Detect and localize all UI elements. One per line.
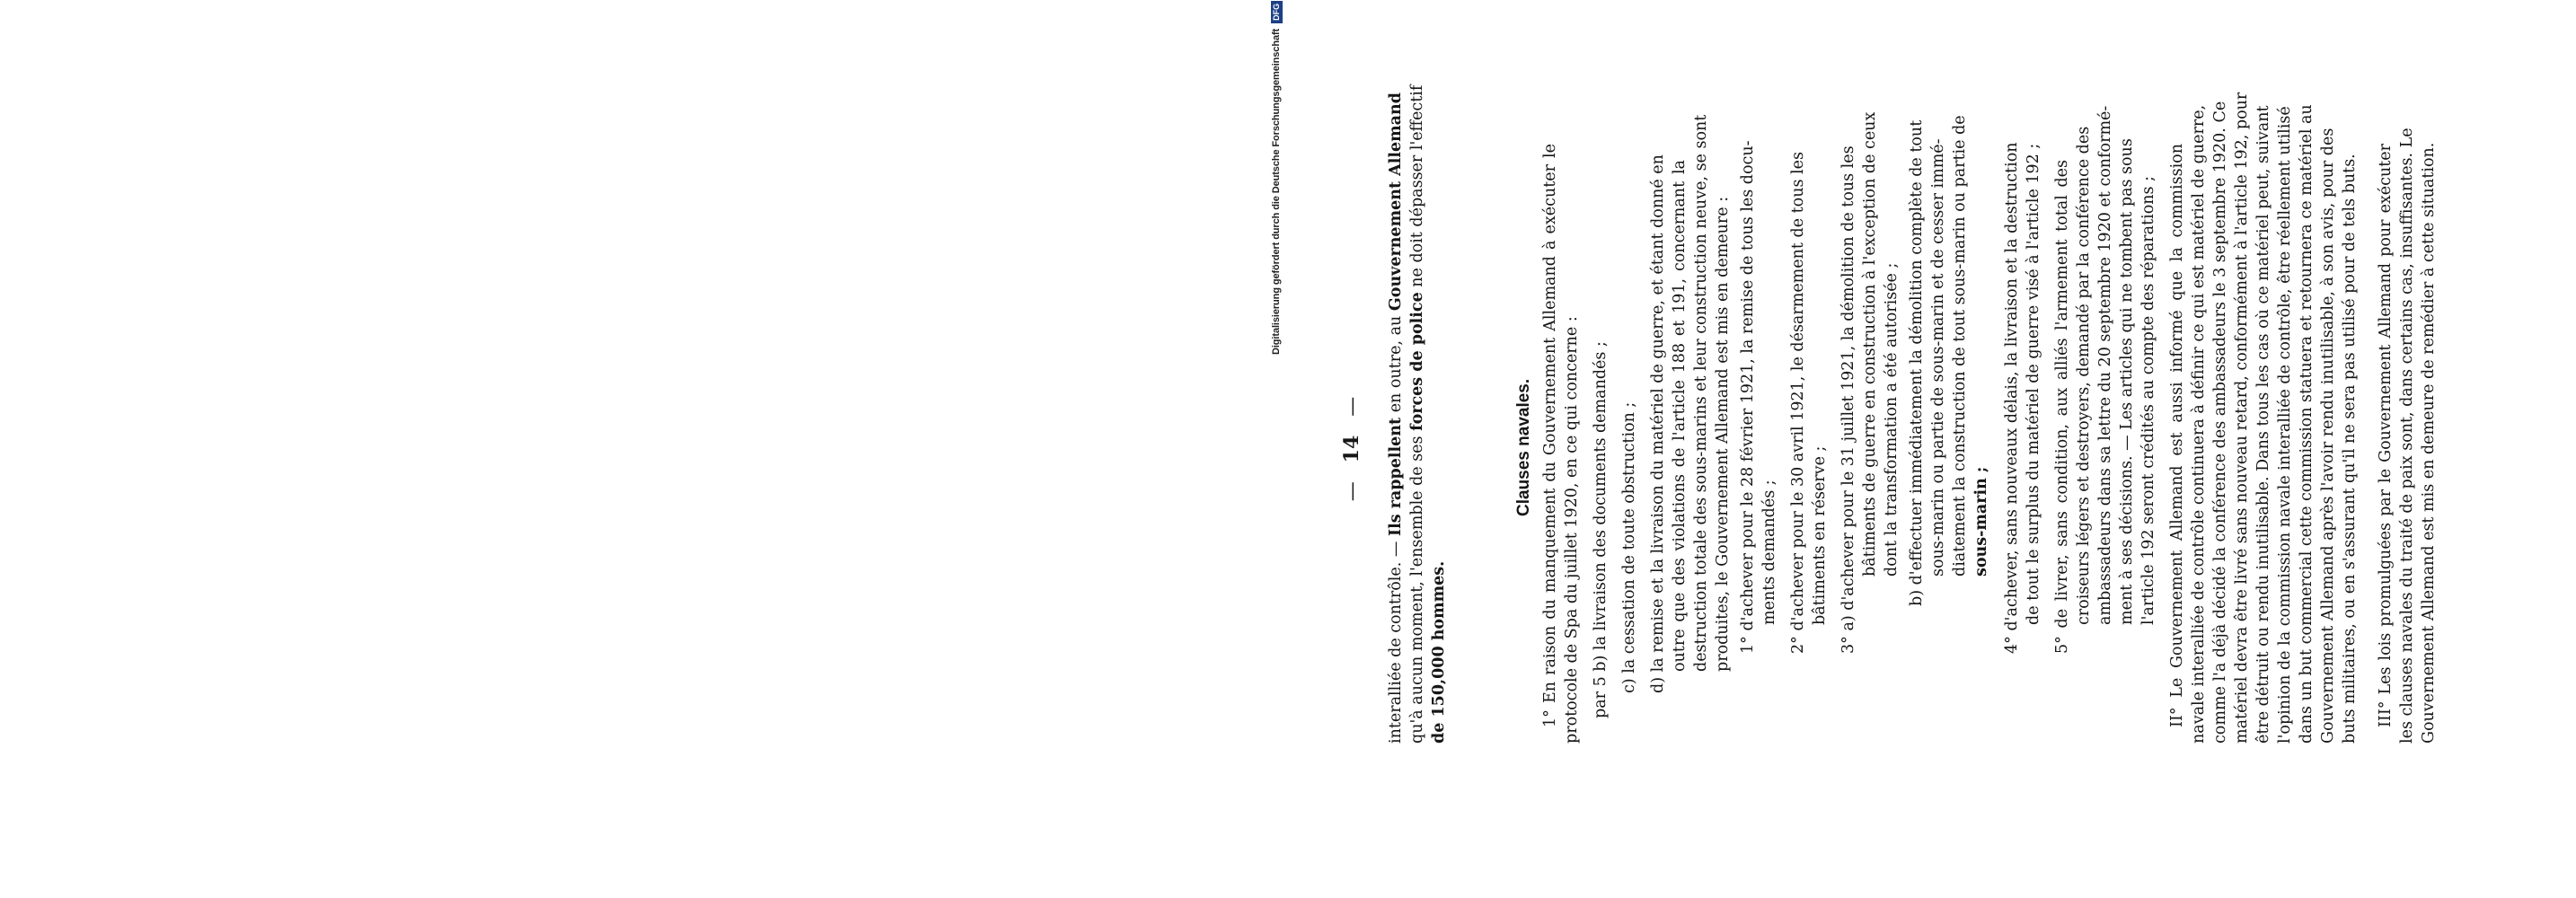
ii-line-6: l'opinion de la commission navale interalliée de contrôle, être réellement utilisé xyxy=(2276,106,2294,744)
ii-line-9: buts militaires, ou en s'assurant qu'il ne sera pas utilisé pour de tels buts. xyxy=(2341,154,2359,744)
scanned-page xyxy=(1288,0,2576,898)
credit-text: Digitalisierung gefördert durch die Deutsche Forschungsgemeinschaft xyxy=(1271,28,1282,355)
ii-line-2: navale interalliée de contrôle continuera à définir ce qui est matériel de guerre, xyxy=(2190,104,2208,744)
iii-line-2: les clauses navales du traité de paix sont, dans certains cas, insuffisantes. Le xyxy=(2398,128,2416,744)
dfg-logo: DFG xyxy=(1271,1,1283,23)
ii-line-4: matériel devra être livré sans nouveau retard, conformément à l'article 192, pour xyxy=(2233,92,2251,744)
intro-line-2: qu'à aucun moment, l'ensemble de ses forces de police ne doit dépasser l'effectif xyxy=(1408,84,1426,744)
item-c: c) la cessation de toute obstruction ; xyxy=(1620,401,1638,693)
page-number-dash-right: — xyxy=(1341,396,1363,417)
item-b: par 5 b) la livraison des documents demandés ; xyxy=(1592,341,1610,718)
item-3b-line-4: sous-marin ; xyxy=(1972,466,1990,577)
p1-line-2: protocole de Spa du juillet 1920, en ce qui concerne : xyxy=(1563,316,1581,744)
item-4-line-1: 4° d'achever, sans nouveaux délais, la livraison et la destruction xyxy=(2003,142,2021,654)
item-2-line-2: bâtiments en réserve ; xyxy=(1811,445,1829,625)
section-heading: Clauses navales. xyxy=(1514,378,1533,516)
ii-line-3: comme l'a déjà décidé la conférence des ambassadeurs le 3 septembre 1920. Ce xyxy=(2211,101,2229,744)
item-3a-line-3: dont la transformation a été autorisée ; xyxy=(1883,262,1901,577)
item-4-line-2: de tout le surplus du matériel de guerre visé à l'article 192 ; xyxy=(2025,143,2042,625)
item-3b-line-3: diatement la construction de tout sous-marin ou partie de xyxy=(1951,115,1969,577)
iii-line-1: III° Les lois promulguées par le Gouvernement Allemand pour exécuter xyxy=(2377,144,2395,727)
page-number-dash-left: — xyxy=(1341,481,1363,502)
item-5-line-3: ambassadeurs dans sa lettre du 20 septembre 1920 et conformé- xyxy=(2096,105,2114,625)
item-2-line-1: 2° d'achever pour le 30 avril 1921, le désarmement de tous les xyxy=(1789,152,1807,654)
page-number xyxy=(1340,0,1363,898)
item-3a-line-1: 3° a) d'achever pour le 31 juillet 1921, la démolition de tous les xyxy=(1839,145,1857,654)
item-3a-line-2: bâtiments de guerre en construction à l'exception de ceux xyxy=(1861,111,1879,577)
ii-line-1: II° Le Gouvernement Allemand est aussi informé que la commission xyxy=(2168,144,2186,727)
item-1-line-2: ments demandés ; xyxy=(1760,480,1778,625)
p1-line-1: 1° En raison du manquement du Gouvernement Allemand à exécuter le xyxy=(1541,144,1559,727)
ii-line-8: Gouvernement Allemand après l'avoir rendu inutilisable, à son avis, pour des xyxy=(2319,128,2337,744)
iii-line-3: Gouvernement Allemand est mis en demeure de remédier à cette situation. xyxy=(2420,142,2438,744)
ii-line-5: être détruit ou rendu inutilisable. Dans tous les cas où ce matériel peut, suivant xyxy=(2254,105,2272,744)
item-d-line-3: destruction totale des sous-marins et leur construction neuve, se sont xyxy=(1692,114,1710,672)
page-number-value: 14 xyxy=(1340,435,1363,463)
item-5-line-2: croiseurs légers et destroyers, demandé par la conférence des xyxy=(2075,126,2093,625)
item-3b-line-1: b) d'effectuer immédiatement la démolition complète de tout xyxy=(1908,119,1926,606)
ii-line-7: dans un but commercial cette commission statuera et retournera ce matériel au xyxy=(2298,104,2316,744)
item-5-line-5: l'article 192 seront crédités au compte des réparations ; xyxy=(2139,176,2157,625)
item-d-line-2: outre que des violations de l'article 188 et 191, concernant la xyxy=(1671,160,1689,672)
item-5-line-4: ment à ses décisions. — Les articles qui ne tombent pas sous xyxy=(2118,138,2136,625)
intro-line-3: de 150,000 hommes. xyxy=(1430,560,1448,744)
intro-line-1: interalliée de contrôle. — Ils rappellent en outre, au Gouvernement Allemand xyxy=(1387,92,1405,744)
item-d-line-1: d) la remise et la livraison du matériel de guerre, et étant donné en xyxy=(1649,154,1667,693)
item-3b-line-2: sous-marin ou partie de sous-marin et de cesser immé- xyxy=(1929,138,1947,577)
item-5-line-1: 5° de livrer, sans condition, aux alliés l'armement total des xyxy=(2053,160,2071,654)
digitization-credit xyxy=(1266,3,1287,355)
item-1-line-1: 1° d'achever pour le 28 février 1921, la remise de tous les docu- xyxy=(1739,140,1757,654)
item-d-line-4: produites, le Gouvernement Allemand est mis en demeure : xyxy=(1714,196,1732,672)
